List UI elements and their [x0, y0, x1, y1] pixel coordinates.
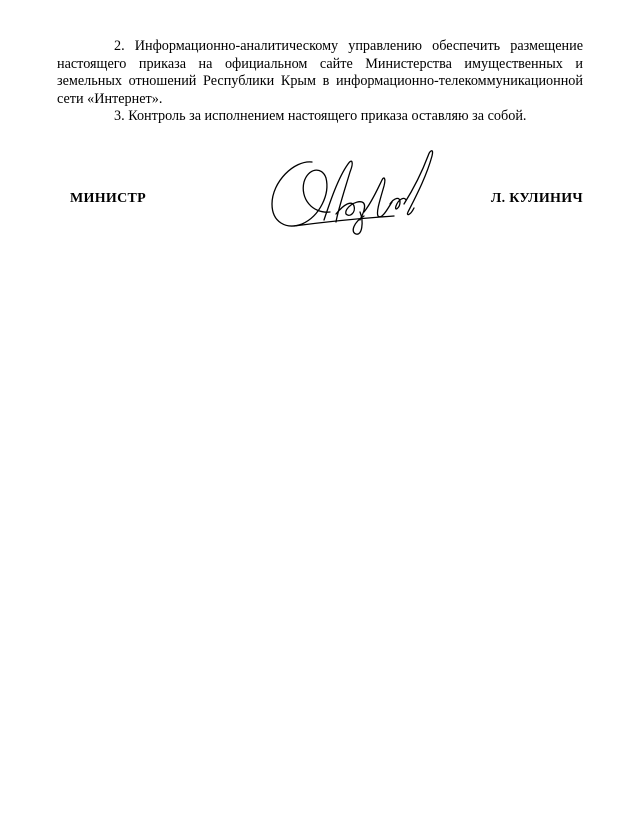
paragraph-2: 2. Информационно-аналитическому управлению обеспечить размещение настоящего приказа на официальном сайте Министерства имущественных и земельных отношений Республики Крым в информационно-телекоммуникационной сети «Интернет».	[57, 38, 583, 107]
signature-block	[70, 140, 583, 250]
signatory-title: МИНИСТР	[70, 191, 146, 206]
paragraph-3: 3. Контроль за исполнением настоящего приказа оставляю за собой.	[114, 108, 527, 125]
handwritten-signature-icon	[264, 142, 444, 242]
document-body	[57, 38, 583, 126]
signatory-name: Л. КУЛИНИЧ	[490, 191, 583, 206]
